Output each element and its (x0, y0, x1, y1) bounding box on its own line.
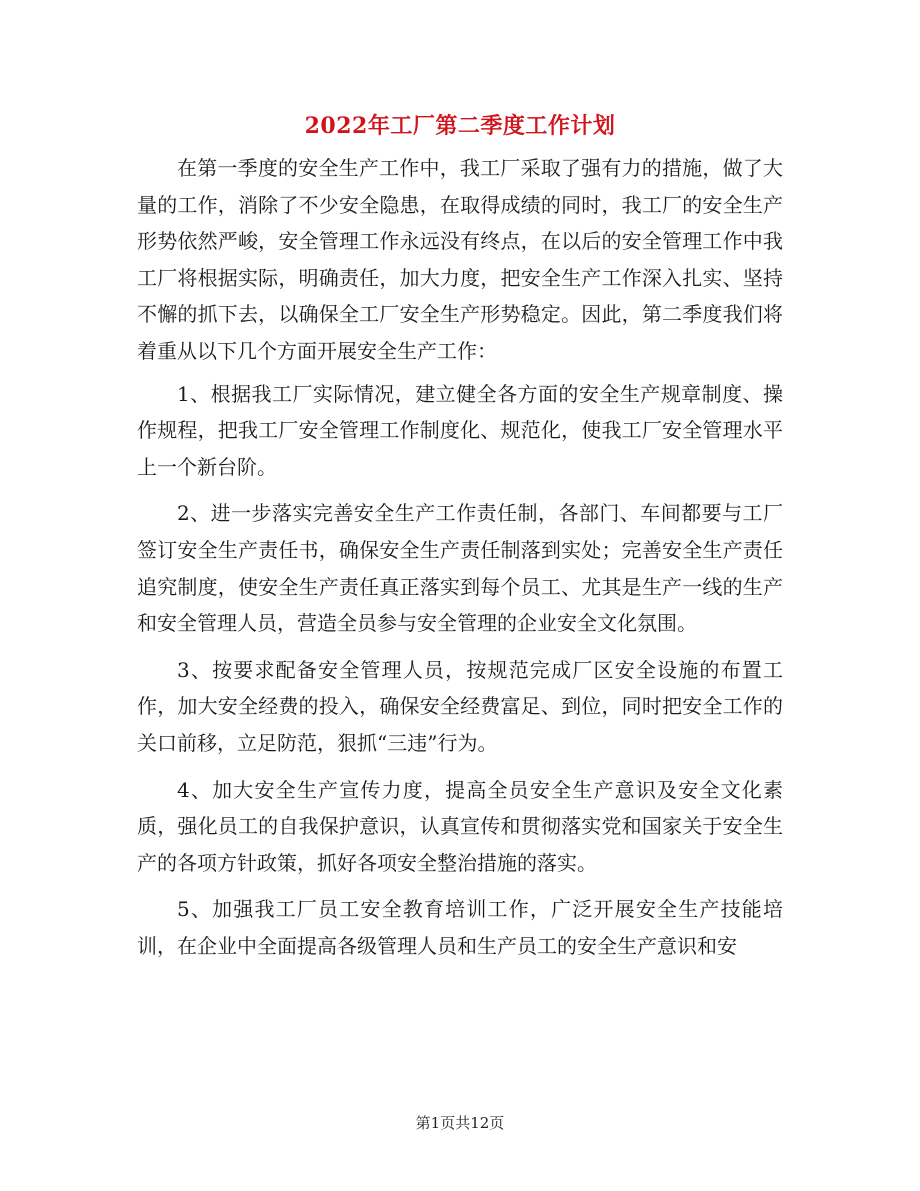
document-body (137, 150, 783, 964)
paragraph-item-5: 5、加强我工厂员工安全教育培训工作，广泛开展安全生产技能培训，在企业中全面提高各级管理人员和生产员工的安全生产意识和安 (137, 897, 783, 958)
paragraph-item-3: 3、按要求配备安全管理人员，按规范完成厂区安全设施的布置工作，加大安全经费的投入，确保安全经费富足、到位，同时把安全工作的关口前移，立足防范，狠抓“三违”行为。 (137, 657, 783, 755)
document-title: 2022年工厂第二季度工作计划 (304, 113, 616, 139)
paragraph-item-2: 2、进一步落实完善安全生产工作责任制，各部门、车间都要与工厂签订安全生产责任书，确保安全生产责任制落到实处；完善安全生产责任追究制度，使安全生产责任真正落实到每个员工、尤其是生产一线的生产和安全管理人员，营造全员参与安全管理的企业安全文化氛围。 (137, 501, 783, 636)
paragraph-item-4: 4、加大安全生产宣传力度，提高全员安全生产意识及安全文化素质，强化员工的自我保护意识，认真宣传和贯彻落实党和国家关于安全生产的各项方针政策，抓好各项安全整治措施的落实。 (137, 777, 783, 875)
intro-paragraph: 在第一季度的安全生产工作中，我工厂采取了强有力的措施，做了大量的工作，消除了不少安全隐患，在取得成绩的同时，我工厂的安全生产形势依然严峻，安全管理工作永远没有终点，在以后的安全管理工作中我工厂将根据实际，明确责任，加大力度，把安全生产工作深入扎实、坚持不懈的抓下去，以确保全工厂安全生产形势稳定。因此，第二季度我们将着重从以下几个方面开展安全生产工作： (137, 156, 783, 363)
paragraph-item-1: 1、根据我工厂实际情况，建立健全各方面的安全生产规章制度、操作规程，把我工厂安全管理工作制度化、规范化，使我工厂安全管理水平上一个新台阶。 (137, 381, 783, 479)
page-number-footer: 第1页共12页 (415, 1114, 505, 1132)
